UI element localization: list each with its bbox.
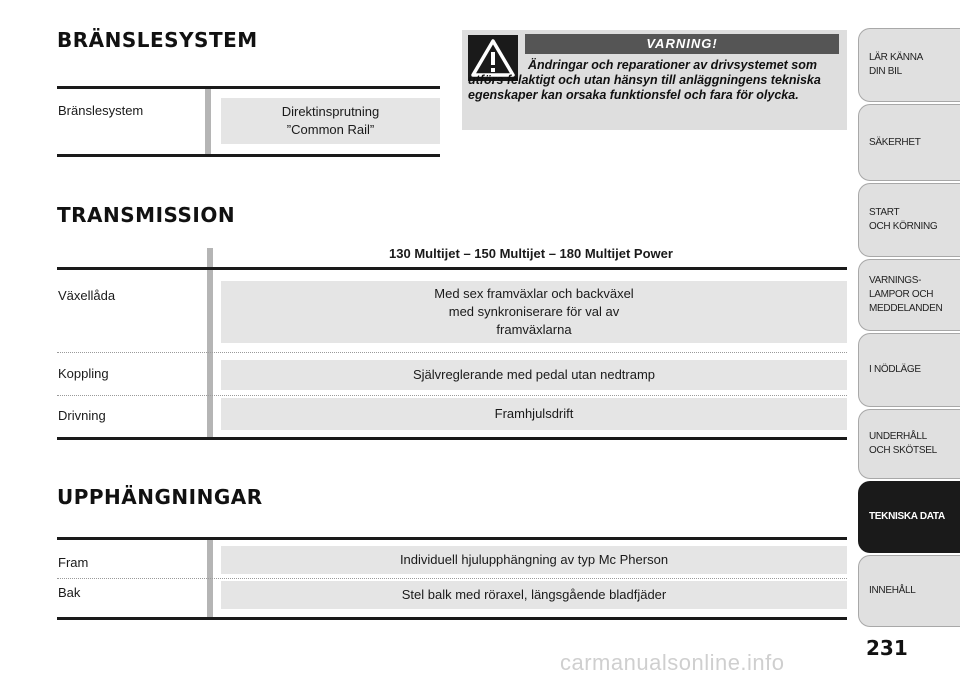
fuel-divider [205,89,211,155]
transmission-top-rule [57,267,847,270]
drive-label: Drivning [58,408,106,423]
gearbox-label: Växellåda [58,288,116,303]
clutch-label: Koppling [58,366,109,381]
tab-start-och-korning[interactable]: START OCH KÖRNING [858,183,960,257]
transmission-bottom-rule [57,437,847,440]
gearbox-value-line3: framväxlarna [496,322,572,337]
tab-innehall[interactable]: INNEHÅLL [858,555,960,627]
rear-suspension-label: Bak [58,585,81,600]
gearbox-value-line1: Med sex framväxlar och backväxel [434,286,634,301]
drive-value-cell: Framhjulsdrift [221,398,847,430]
suspension-bottom-rule [57,617,847,620]
gearbox-value-cell [221,281,847,343]
fuel-heading: BRÄNSLESYSTEM [57,28,258,52]
gearbox-value-line2: med synkroniserare för val av [448,304,620,319]
suspension-heading: UPPHÄNGNINGAR [57,485,263,509]
row-separator [57,395,847,396]
suspension-divider [207,540,213,618]
front-suspension-label: Fram [58,555,89,570]
tab-tekniska-data[interactable]: TEKNISKA DATA [858,481,960,553]
transmission-column-header: 130 Multijet – 150 Multijet – 180 Multijet Power [389,246,673,261]
row-separator [57,352,847,353]
front-suspension-value: Individuell hjulupphängning av typ Mc Pherson [221,546,847,574]
watermark: carmanualsonline.info [560,650,785,675]
page-number: 231 [866,636,908,660]
warning-title: VARNING! [525,34,839,54]
fuel-value-line2: ”Common Rail” [286,122,375,137]
fuel-value-cell [221,98,440,144]
fuel-top-rule [57,86,440,89]
warning-text: Ändringar och reparationer av drivsystemet som utförs felaktigt och utan hänsyn till anläggningens tekniska egenskaper kan orsaka funktionsfel och fara för olycka. [468,58,821,102]
tab-i-nodlage[interactable]: I NÖDLÄGE [858,333,960,407]
tab-sakerhet[interactable]: SÄKERHET [858,104,960,181]
clutch-value-cell: Självreglerande med pedal utan nedtramp [221,360,847,390]
tab-varningslampor[interactable]: VARNINGS- LAMPOR OCH MEDDELANDEN [858,259,960,331]
transmission-heading: TRANSMISSION [57,203,236,227]
tab-underhall-och-skotsel[interactable]: UNDERHÅLL OCH SKÖTSEL [858,409,960,479]
warning-box [462,30,847,130]
fuel-bottom-rule [57,154,440,157]
rear-suspension-value: Stel balk med röraxel, längsgående bladfjäder [221,581,847,609]
tab-lar-kanna-din-bil[interactable]: LÄR KÄNNA DIN BIL [858,28,960,102]
row-separator [57,578,847,579]
fuel-label: Bränslesystem [58,103,144,118]
transmission-divider [207,248,213,438]
fuel-value-line1: Direktinsprutning [281,104,380,119]
suspension-top-rule [57,537,847,540]
